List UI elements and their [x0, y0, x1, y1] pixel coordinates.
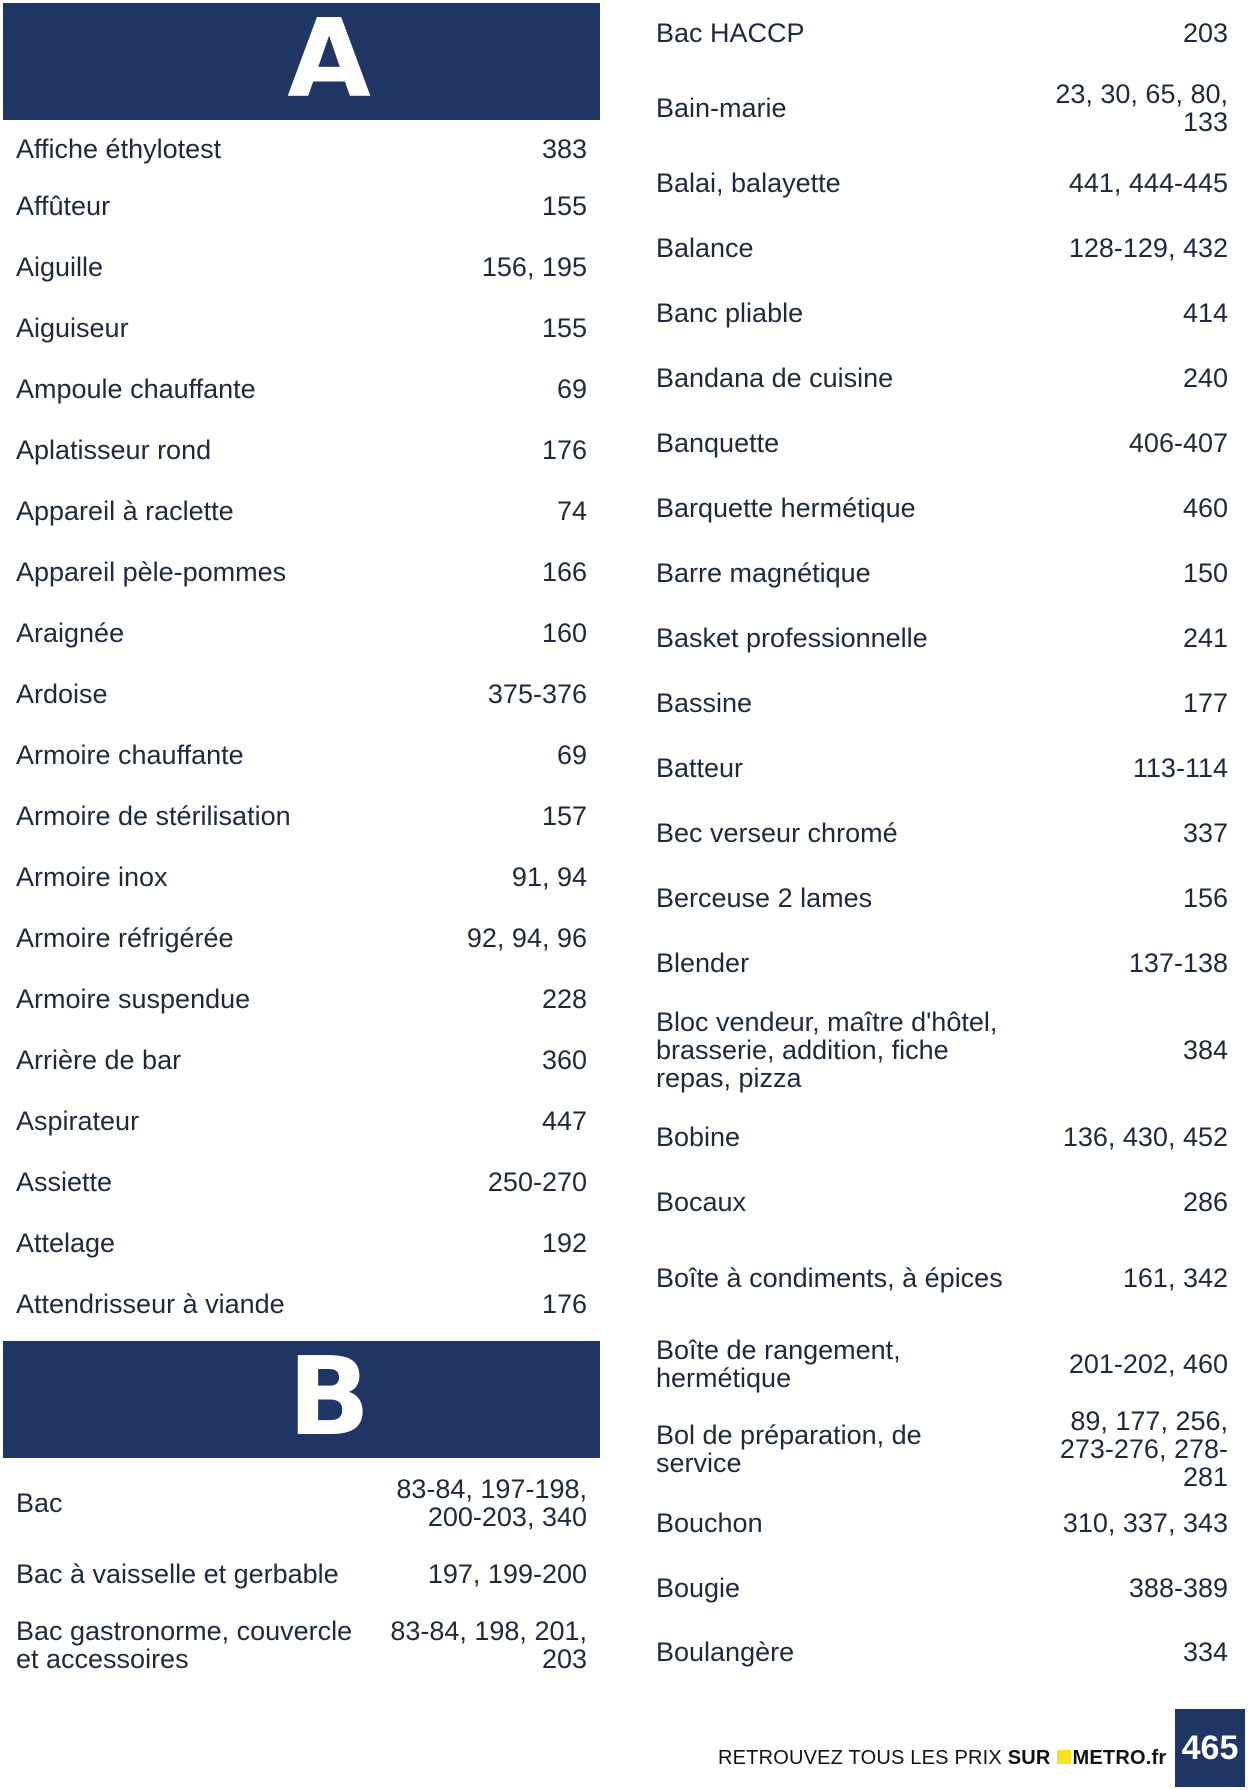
- entry-pages: 337: [1182, 817, 1228, 848]
- entry-name: Bac à vaisselle et gerbable: [16, 1558, 339, 1589]
- index-entry: [3, 1273, 600, 1334]
- entry-pages: 201-202, 460: [1068, 1348, 1228, 1379]
- entry-name: Berceuse 2 lames: [656, 882, 873, 913]
- entry-pages: 383: [541, 133, 587, 164]
- index-entry: [643, 540, 1228, 605]
- entry-name: Affiche éthylotest: [16, 133, 222, 164]
- entry-pages: 414: [1182, 297, 1228, 328]
- entry-name: Bloc vendeur, maître d'hôtel, brasserie, addition, fiche repas, pizza: [656, 1007, 998, 1093]
- index-entry: [643, 930, 1228, 995]
- footer-brand: METRO.fr: [1072, 1747, 1167, 1769]
- index-entry: [3, 785, 600, 846]
- entry-pages: 150: [1182, 557, 1228, 588]
- footer-text: RETROUVEZ TOUS LES PRIX: [718, 1747, 1008, 1769]
- entry-name: Balai, balayette: [656, 167, 841, 198]
- index-entry: [3, 480, 600, 541]
- entry-name: Bassine: [656, 687, 753, 718]
- entry-name: Armoire inox: [16, 861, 168, 892]
- index-column-left: [3, 0, 600, 1688]
- index-entry: [3, 1212, 600, 1273]
- index-entry: [3, 846, 600, 907]
- index-entry: [643, 1234, 1228, 1321]
- entry-name: Armoire de stérilisation: [16, 800, 291, 831]
- index-entry: [3, 1461, 600, 1545]
- index-entry: [643, 0, 1228, 66]
- entry-pages: 113-114: [1132, 752, 1228, 783]
- index-entry: [643, 735, 1228, 800]
- entry-pages: 360: [541, 1044, 587, 1075]
- entry-pages: 241: [1182, 622, 1228, 653]
- entry-name: Armoire réfrigérée: [16, 922, 234, 953]
- entry-pages: 69: [556, 739, 587, 770]
- entry-name: Bol de préparation, de service: [656, 1419, 922, 1478]
- entry-name: Boulangère: [656, 1637, 795, 1667]
- metro-logo-icon: [1057, 1750, 1071, 1764]
- entry-name: Appareil à raclette: [16, 495, 234, 526]
- section-b-letter: B: [287, 1335, 371, 1460]
- entry-name: Basket professionnelle: [656, 622, 928, 653]
- entry-name: Barquette hermétique: [656, 492, 916, 523]
- entry-pages: 203: [1182, 18, 1228, 48]
- entry-name: Bandana de cuisine: [656, 362, 894, 393]
- entry-pages: 83-84, 197-198, 200-203, 340: [396, 1474, 587, 1532]
- index-entry: [3, 541, 600, 602]
- index-entry: [643, 1169, 1228, 1234]
- index-entry: [3, 297, 600, 358]
- index-entry: [3, 175, 600, 236]
- index-entry: [643, 475, 1228, 540]
- entry-name: Bougie: [656, 1572, 741, 1603]
- footer-promo: [718, 1747, 1166, 1770]
- entry-name: Banquette: [656, 427, 780, 458]
- entry-pages: 177: [1182, 687, 1228, 718]
- entry-pages: 441, 444-445: [1068, 167, 1228, 198]
- entry-name: Aiguille: [16, 251, 104, 282]
- index-entry: [643, 995, 1228, 1105]
- entry-pages: 375-376: [487, 678, 587, 709]
- entry-pages: 157: [541, 800, 587, 831]
- index-entry: [643, 865, 1228, 930]
- entry-name: Appareil pèle-pommes: [16, 556, 287, 587]
- entry-pages: 406-407: [1128, 427, 1228, 458]
- footer-text-bold: SUR: [1007, 1747, 1051, 1769]
- entry-name: Armoire chauffante: [16, 739, 244, 770]
- entry-name: Aiguiseur: [16, 312, 129, 343]
- index-entry: [643, 800, 1228, 865]
- entry-pages: 161, 342: [1122, 1262, 1228, 1293]
- entry-name: Bobine: [656, 1122, 741, 1152]
- entry-name: Arrière de bar: [16, 1044, 182, 1075]
- index-entry: [3, 1151, 600, 1212]
- entry-pages: 83-84, 198, 201, 203: [390, 1616, 587, 1674]
- index-entry: [643, 1406, 1228, 1491]
- entry-pages: 136, 430, 452: [1062, 1122, 1228, 1152]
- entry-name: Ampoule chauffante: [16, 373, 256, 404]
- index-entry: [643, 1491, 1228, 1555]
- entry-name: Ardoise: [16, 678, 108, 709]
- page-number: 465: [1175, 1709, 1245, 1787]
- index-entry: [643, 1555, 1228, 1620]
- entry-name: Bain-marie: [656, 93, 787, 123]
- entry-pages: 388-389: [1128, 1572, 1228, 1603]
- index-entry: [643, 670, 1228, 735]
- index-entry: [643, 410, 1228, 475]
- entry-name: Bec verseur chromé: [656, 817, 898, 848]
- entry-pages: 240: [1182, 362, 1228, 393]
- entry-pages: 155: [541, 190, 587, 221]
- index-entry: [3, 968, 600, 1029]
- entry-pages: 228: [541, 983, 587, 1014]
- entry-name: Aplatisseur rond: [16, 434, 212, 465]
- entry-pages: 460: [1182, 492, 1228, 523]
- index-entry: [3, 358, 600, 419]
- entry-pages: 74: [556, 495, 587, 526]
- index-column-right: [643, 0, 1228, 1684]
- entry-name: Blender: [656, 947, 750, 978]
- index-entry: [3, 419, 600, 480]
- entry-pages: 310, 337, 343: [1062, 1508, 1228, 1538]
- entry-name: Boîte de rangement, hermétique: [656, 1334, 901, 1393]
- entry-pages: 286: [1182, 1186, 1228, 1217]
- entry-pages: 250-270: [487, 1166, 587, 1197]
- index-entry: [643, 215, 1228, 280]
- entry-pages: 92, 94, 96: [466, 922, 587, 953]
- entry-pages: 176: [541, 434, 587, 465]
- index-entry: [643, 345, 1228, 410]
- entry-pages: 128-129, 432: [1068, 232, 1228, 263]
- index-entry: [643, 1620, 1228, 1684]
- index-entry: [643, 66, 1228, 150]
- entry-name: Banc pliable: [656, 297, 804, 328]
- entry-pages: 137-138: [1128, 947, 1228, 978]
- entry-pages: 91, 94: [511, 861, 587, 892]
- entry-pages: 384: [1182, 1035, 1228, 1065]
- entry-pages: 23, 30, 65, 80, 133: [1055, 79, 1228, 137]
- entry-pages: 334: [1182, 1637, 1228, 1667]
- index-entry: [3, 1090, 600, 1151]
- entry-pages: 89, 177, 256, 273-276, 278-281: [1059, 1405, 1228, 1492]
- entry-name: Balance: [656, 232, 754, 263]
- index-entry: [3, 1029, 600, 1090]
- entry-name: Assiette: [16, 1166, 113, 1197]
- entry-pages: 197, 199-200: [427, 1558, 587, 1589]
- index-entry: [3, 236, 600, 297]
- index-entry: [3, 724, 600, 785]
- entry-name: Affûteur: [16, 190, 111, 221]
- index-entry: [3, 122, 600, 175]
- entry-name: Batteur: [656, 752, 744, 783]
- entry-name: Aspirateur: [16, 1105, 140, 1136]
- index-entry: [3, 907, 600, 968]
- index-entry: [643, 1321, 1228, 1406]
- index-entry: [3, 602, 600, 663]
- entry-pages: 155: [541, 312, 587, 343]
- entry-name: Barre magnétique: [656, 557, 871, 588]
- index-entry: [3, 663, 600, 724]
- entry-name: Boîte à condiments, à épices: [656, 1262, 1003, 1293]
- entry-name: Bac HACCP: [656, 18, 805, 48]
- entry-pages: 156, 195: [481, 251, 587, 282]
- entry-name: Armoire suspendue: [16, 983, 251, 1014]
- entry-pages: 166: [541, 556, 587, 587]
- index-entry: [643, 1105, 1228, 1169]
- entry-pages: 447: [541, 1105, 587, 1136]
- index-entry: [643, 280, 1228, 345]
- entry-name: Bocaux: [656, 1186, 747, 1217]
- entry-pages: 176: [541, 1288, 587, 1319]
- entry-pages: 192: [541, 1227, 587, 1258]
- entry-name: Attelage: [16, 1227, 116, 1258]
- entry-name: Attendrisseur à viande: [16, 1288, 285, 1319]
- index-entry: [643, 150, 1228, 215]
- index-entry: [3, 1602, 600, 1688]
- entry-name: Bac gastronorme, couvercle et accessoires: [16, 1616, 353, 1674]
- entry-pages: 156: [1182, 882, 1228, 913]
- entry-pages: 69: [556, 373, 587, 404]
- entry-name: Bac: [16, 1488, 63, 1518]
- section-a-letter: A: [287, 0, 371, 122]
- entry-pages: 160: [541, 617, 587, 648]
- index-entry: [3, 1545, 600, 1602]
- section-b-header: [3, 1335, 600, 1460]
- index-entry: [643, 605, 1228, 670]
- entry-name: Bouchon: [656, 1508, 763, 1538]
- section-a-header: [3, 0, 600, 122]
- entry-name: Araignée: [16, 617, 125, 648]
